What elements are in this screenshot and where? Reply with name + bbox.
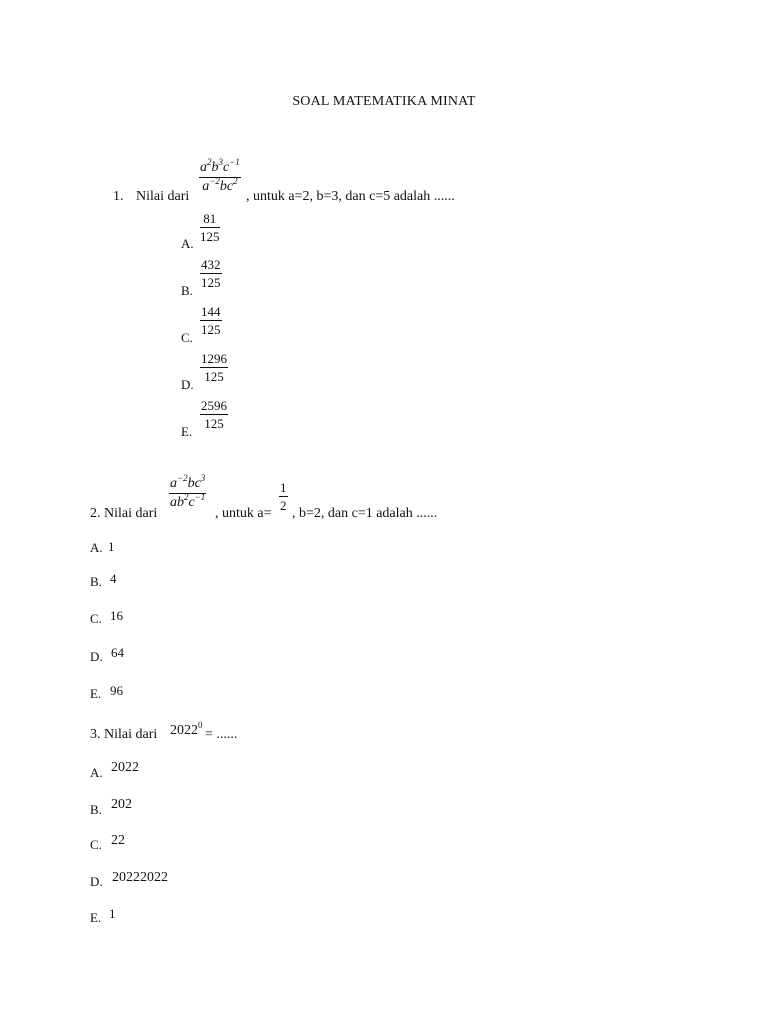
q2-mid: , untuk a= [215, 506, 272, 521]
q3-option-b-letter: B. [90, 802, 102, 817]
q1-number: 1. [113, 189, 124, 204]
q1-option-b-letter: B. [181, 283, 193, 298]
page-title: SOAL MATEMATIKA MINAT [292, 94, 476, 109]
q1-option-c-letter: C. [181, 330, 193, 345]
q3-option-c-value: 22 [111, 833, 125, 848]
q1-option-e-value: $\frac{2596}{125}$ [201, 398, 227, 431]
q1-option-d-letter: D. [181, 377, 194, 392]
q3-option-e-value: 1 [109, 906, 116, 921]
q3-prefix: 3. Nilai dari [90, 727, 158, 742]
q2-option-a-value: 1 [108, 539, 115, 554]
q1-option-d-value: $\frac{1296}{125}$ [201, 351, 227, 384]
q3-option-a-value: 2022 [111, 760, 139, 775]
q2-option-a-letter: A. [90, 540, 103, 555]
q2-prefix: 2. Nilai dari [90, 506, 158, 521]
q3-suffix: = ...... [205, 727, 238, 742]
q2-suffix: , b=2, dan c=1 adalah ...... [292, 506, 438, 521]
q3-option-a-letter: A. [90, 765, 103, 780]
q3-option-c-letter: C. [90, 837, 102, 852]
q1-option-e-letter: E. [181, 424, 193, 439]
q1-option-a-value: $\frac{81}{125}$ [200, 211, 220, 244]
q3-option-b-value: 202 [111, 797, 132, 812]
q3-option-d-letter: D. [90, 874, 103, 889]
q2-option-c-value: 16 [110, 608, 123, 623]
q1-option-a-letter: A. [181, 236, 194, 251]
q1-expression: $\frac{a^2b^3c^{-1}}{a^{-2}bc^2}$ [200, 157, 240, 194]
q2-option-e-value: 96 [110, 683, 123, 698]
q1-suffix: , untuk a=2, b=3, dan c=5 adalah ...... [246, 189, 455, 204]
q1-prefix: Nilai dari [136, 189, 190, 204]
q2-half-fraction: $\frac{1}{2}$ [280, 480, 287, 513]
q1-option-c-value: $\frac{144}{125}$ [201, 304, 221, 337]
q2-option-d-letter: D. [90, 649, 103, 664]
q2-option-d-value: 64 [111, 645, 124, 660]
q3-power [170, 720, 203, 739]
q3-option-d-value: 20222022 [112, 870, 168, 885]
q3-exponent: 0 [198, 720, 203, 730]
q2-expression: $\frac{a^{-2}bc^3}{ab^2c^{-1}}$ [170, 473, 206, 510]
q2-option-b-letter: B. [90, 574, 102, 589]
q2-option-e-letter: E. [90, 686, 102, 701]
q1-option-b-value: $\frac{432}{125}$ [201, 257, 221, 290]
q2-option-b-value: 4 [110, 571, 117, 586]
q3-base: 2022 [170, 723, 198, 738]
q2-option-c-letter: C. [90, 611, 102, 626]
q3-option-e-letter: E. [90, 910, 102, 925]
